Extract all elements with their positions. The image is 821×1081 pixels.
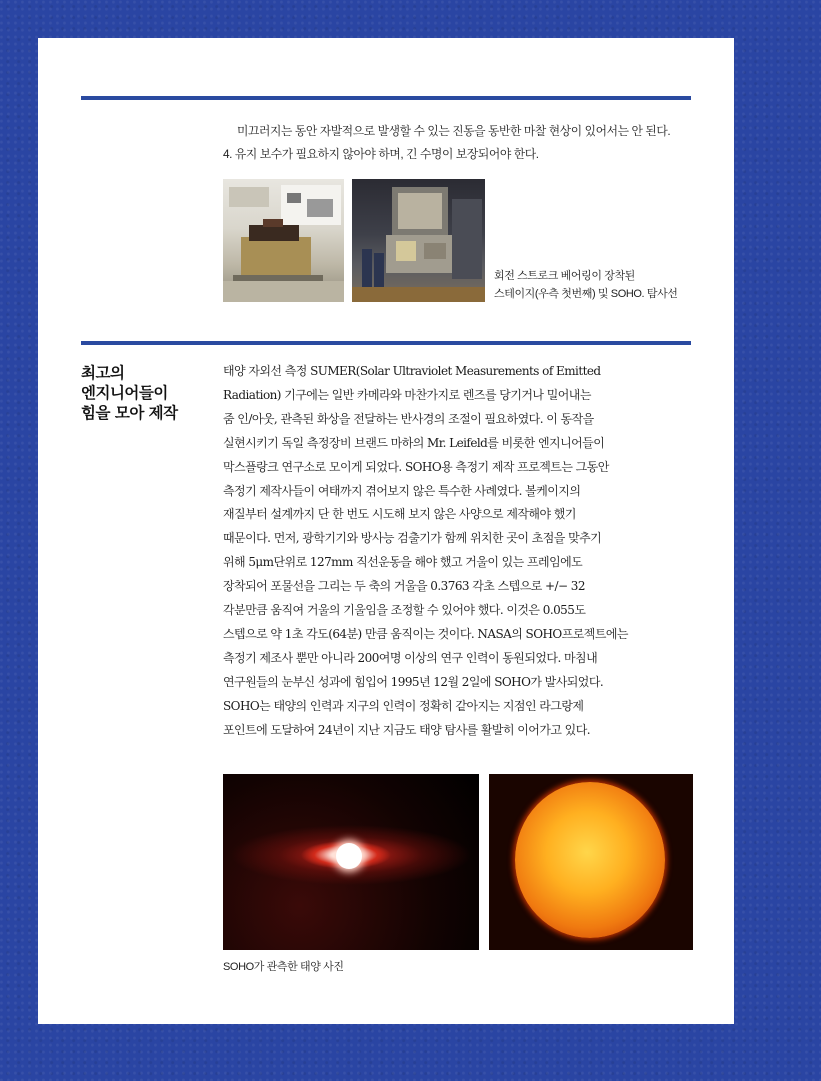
soho-spacecraft-photo	[352, 179, 485, 302]
body-line: 연구원들의 눈부신 성과에 힘입어 1995년 12월 2일에 SOHO가 발사되었다.	[223, 674, 604, 689]
bearing-stage-illustration	[223, 179, 344, 302]
body-line: 줌 인/아웃, 관측된 화상을 전달하는 반사경의 조절이 필요하였다. 이 동작을	[223, 411, 594, 426]
top-photo-caption	[494, 267, 694, 303]
body-line: 측정기 제조사 뿐만 아니라 200여명 이상의 연구 인력이 동원되었다. 마침내	[223, 650, 598, 665]
bearing-stage-photo	[223, 179, 344, 302]
body-line: 재질부터 설계까지 단 한 번도 시도해 보지 않은 사양으로 제작해야 했기	[223, 507, 576, 522]
occulting-disc	[336, 843, 362, 869]
top-caption-line-1: 회전 스트로크 베어링이 장착된	[494, 270, 635, 282]
top-caption-line-2: 스테이지(우측 첫번째) 및 SOHO. 탐사선	[494, 288, 678, 300]
body-line: 스텝으로 약 1초 각도(64분) 만큼 움직이는 것이다. NASA의 SOHO프로젝트에는	[223, 626, 628, 641]
section-heading	[81, 363, 211, 423]
body-line: 막스플랑크 연구소로 모이게 되었다. SOHO용 측정기 제작 프로젝트는 그동안	[223, 459, 609, 474]
body-line: 때문이다. 먼저, 광학기기와 방사능 검출기가 함께 위치한 곳이 초점을 맞추기	[223, 531, 602, 546]
heading-line-3: 힘을 모아 제작	[81, 404, 178, 422]
body-line: 장착되어 포물선을 그리는 두 축의 거울을 0.3763 각초 스텝으로 +/− 32	[223, 579, 585, 594]
section-divider	[81, 341, 691, 345]
body-line: 위해 5μm단위로 127mm 직선운동을 해야 했고 거울이 있는 프레임에도	[223, 555, 583, 570]
sun-photo	[489, 774, 693, 950]
bottom-photo-caption: SOHO가 관측한 태양 사진	[223, 961, 344, 973]
solar-corona-photo	[223, 774, 479, 950]
intro-line-1: 미끄러지는 동안 자발적으로 발생할 수 있는 진동을 동반한 마찰 현상이 있어서는 안 된다.	[237, 124, 671, 138]
intro-text	[223, 120, 703, 166]
section-body	[223, 360, 698, 743]
body-line: Radiation) 기구에는 일반 카메라와 마찬가지로 렌즈를 당기거나 밀어내는	[223, 387, 591, 402]
body-line: 각분만큼 움직여 거울의 기울임을 조정할 수 있어야 했다. 이것은 0.055도	[223, 603, 586, 618]
body-line: 측정기 제작사들이 여태까지 겪어보지 않은 특수한 사례였다. 볼케이지의	[223, 483, 581, 498]
heading-line-1: 최고의	[81, 364, 125, 382]
sun-disk	[515, 782, 665, 938]
top-divider	[81, 96, 691, 100]
heading-line-2: 엔지니어들이	[81, 384, 168, 402]
document-page	[38, 38, 734, 1024]
body-line: 실현시키기 독일 측정장비 브랜드 마하의 Mr. Leifeld를 비롯한 엔지니어들이	[223, 435, 605, 450]
soho-spacecraft-illustration	[352, 179, 485, 302]
body-line: 태양 자외선 측정 SUMER(Solar Ultraviolet Measurements of Emitted	[223, 364, 601, 378]
body-line: SOHO는 태양의 인력과 지구의 인력이 정확히 같아지는 지점인 라그랑제	[223, 698, 584, 713]
body-line: 포인트에 도달하여 24년이 지난 지금도 태양 탐사를 활발히 이어가고 있다.	[223, 722, 591, 737]
intro-line-2: 4. 유지 보수가 필요하지 않아야 하며, 긴 수명이 보장되어야 한다.	[223, 147, 539, 161]
